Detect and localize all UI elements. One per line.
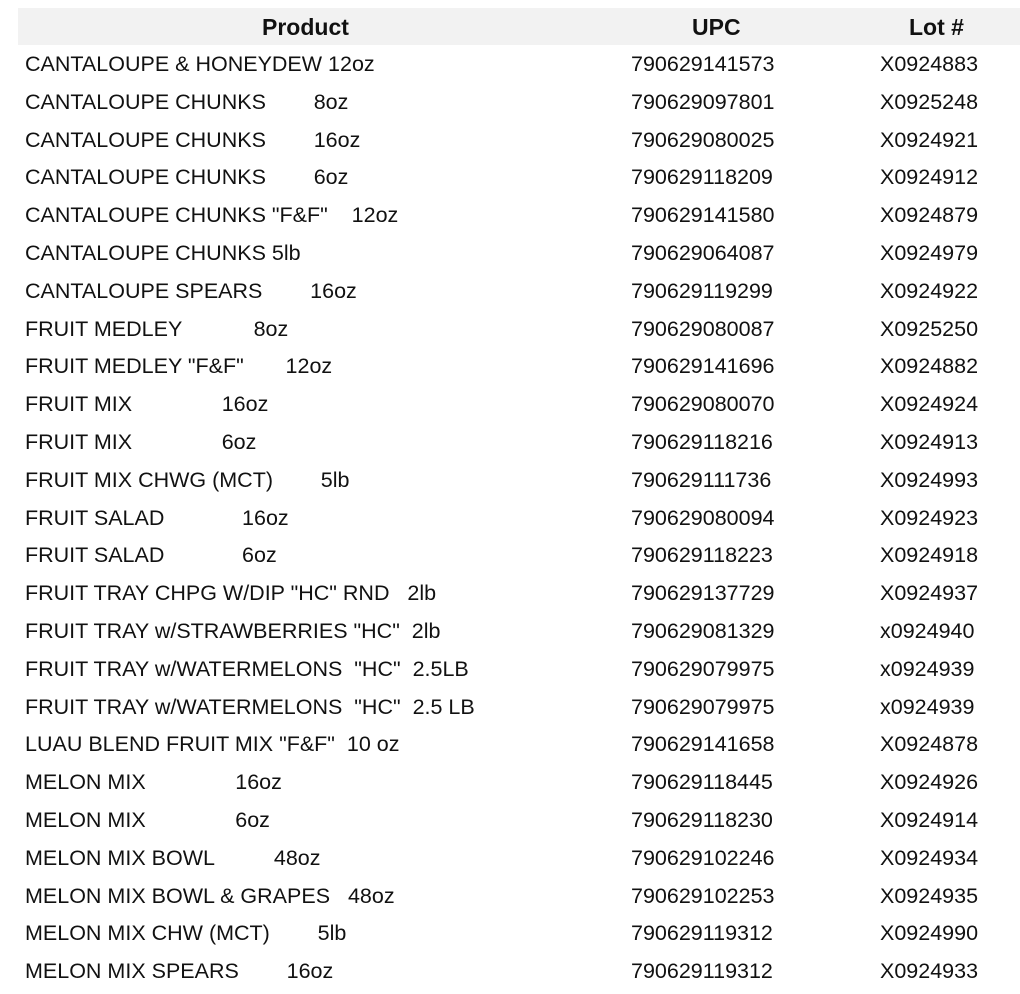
cell-lot: X0924913 xyxy=(880,429,979,454)
cell-lot: X0924979 xyxy=(880,240,979,265)
table-row xyxy=(18,839,1020,877)
cell-product: LUAU BLEND FRUIT MIX "F&F" 10 oz xyxy=(25,732,400,757)
cell-lot: X0924918 xyxy=(880,543,979,568)
cell-upc: 790629081329 xyxy=(631,618,775,643)
cell-product: FRUIT MEDLEY "F&F" 12oz xyxy=(25,354,333,379)
table-row xyxy=(18,952,1020,990)
table-row xyxy=(18,347,1020,385)
cell-upc: 790629118216 xyxy=(631,429,773,454)
table-row xyxy=(18,801,1020,839)
table-row xyxy=(18,234,1020,272)
table-row xyxy=(18,83,1020,121)
cell-upc: 790629102246 xyxy=(631,845,775,870)
column-header-product: Product xyxy=(262,14,349,40)
cell-lot: X0925250 xyxy=(880,316,979,341)
cell-lot: X0924882 xyxy=(880,354,979,379)
cell-upc: 790629111736 xyxy=(631,467,772,492)
cell-lot: x0924940 xyxy=(880,618,975,643)
cell-lot: X0924937 xyxy=(880,581,979,606)
cell-lot: X0924921 xyxy=(880,127,979,152)
cell-product: CANTALOUPE CHUNKS 8oz xyxy=(25,89,349,114)
cell-upc: 790629079975 xyxy=(631,694,775,719)
table-row xyxy=(18,650,1020,688)
cell-upc: 790629097801 xyxy=(631,89,775,114)
cell-lot: X0924990 xyxy=(880,921,979,946)
cell-upc: 790629119299 xyxy=(631,278,773,303)
cell-upc: 790629080087 xyxy=(631,316,775,341)
cell-product: FRUIT MIX CHWG (MCT) 5lb xyxy=(25,467,350,492)
cell-product: FRUIT TRAY w/WATERMELONS "HC" 2.5LB xyxy=(25,656,469,681)
cell-upc: 790629141580 xyxy=(631,203,775,228)
cell-lot: X0924924 xyxy=(880,392,979,417)
cell-product: FRUIT SALAD 6oz xyxy=(25,543,277,568)
cell-lot: X0924933 xyxy=(880,959,979,984)
cell-product: CANTALOUPE CHUNKS "F&F" 12oz xyxy=(25,203,399,228)
cell-upc: 790629118209 xyxy=(631,165,773,190)
table-row xyxy=(18,423,1020,461)
cell-product: MELON MIX SPEARS 16oz xyxy=(25,959,334,984)
cell-lot: X0924883 xyxy=(880,52,979,76)
cell-lot: x0924939 xyxy=(880,694,975,719)
cell-upc: 790629119312 xyxy=(631,959,773,984)
cell-product: FRUIT SALAD 16oz xyxy=(25,505,289,530)
cell-lot: X0924922 xyxy=(880,278,979,303)
cell-product: MELON MIX BOWL 48oz xyxy=(25,845,321,870)
table-row xyxy=(18,725,1020,763)
column-header-upc: UPC xyxy=(692,14,741,40)
cell-lot: X0924912 xyxy=(880,165,979,190)
table-row xyxy=(18,272,1020,310)
cell-product: CANTALOUPE & HONEYDEW 12oz xyxy=(25,52,375,76)
table-row xyxy=(18,574,1020,612)
cell-product: CANTALOUPE CHUNKS 5lb xyxy=(25,240,301,265)
cell-lot: X0924923 xyxy=(880,505,979,530)
cell-upc: 790629079975 xyxy=(631,656,775,681)
cell-upc: 790629119312 xyxy=(631,921,773,946)
cell-product: MELON MIX 6oz xyxy=(25,807,270,832)
cell-lot: X0924878 xyxy=(880,732,979,757)
cell-product: FRUIT MIX 16oz xyxy=(25,392,269,417)
cell-upc: 790629141658 xyxy=(631,732,775,757)
cell-lot: X0925248 xyxy=(880,89,979,114)
cell-product: MELON MIX CHW (MCT) 5lb xyxy=(25,921,347,946)
cell-product: CANTALOUPE CHUNKS 16oz xyxy=(25,127,361,152)
cell-product: FRUIT MIX 6oz xyxy=(25,429,257,454)
cell-product: MELON MIX BOWL & GRAPES 48oz xyxy=(25,883,395,908)
cell-product: MELON MIX 16oz xyxy=(25,770,282,795)
cell-upc: 790629102253 xyxy=(631,883,775,908)
cell-lot: X0924934 xyxy=(880,845,979,870)
cell-upc: 790629141696 xyxy=(631,354,775,379)
table-row xyxy=(18,45,1020,83)
cell-lot: X0924914 xyxy=(880,807,979,832)
cell-product: FRUIT TRAY w/WATERMELONS "HC" 2.5 LB xyxy=(25,694,475,719)
cell-lot: X0924926 xyxy=(880,770,979,795)
cell-upc: 790629080025 xyxy=(631,127,775,152)
table-row xyxy=(18,536,1020,574)
cell-lot: X0924935 xyxy=(880,883,979,908)
cell-product: FRUIT TRAY CHPG W/DIP "HC" RND 2lb xyxy=(25,581,437,606)
cell-product: FRUIT MEDLEY 8oz xyxy=(25,316,289,341)
table-row xyxy=(18,310,1020,348)
cell-product: FRUIT TRAY w/STRAWBERRIES "HC" 2lb xyxy=(25,618,441,643)
table-row xyxy=(18,461,1020,499)
cell-lot: X0924879 xyxy=(880,203,979,228)
table-body xyxy=(18,45,1020,990)
cell-upc: 790629118223 xyxy=(631,543,773,568)
table-row xyxy=(18,877,1020,915)
cell-upc: 790629141573 xyxy=(631,52,775,76)
cell-product: CANTALOUPE CHUNKS 6oz xyxy=(25,165,349,190)
cell-product: CANTALOUPE SPEARS 16oz xyxy=(25,278,357,303)
table-row xyxy=(18,914,1020,952)
table-row xyxy=(18,385,1020,423)
cell-upc: 790629064087 xyxy=(631,240,775,265)
table-row xyxy=(18,763,1020,801)
cell-upc: 790629080094 xyxy=(631,505,775,530)
cell-upc: 790629080070 xyxy=(631,392,775,417)
product-recall-table xyxy=(18,8,1020,990)
cell-lot: x0924939 xyxy=(880,656,975,681)
table-row xyxy=(18,121,1020,159)
cell-upc: 790629118445 xyxy=(631,770,773,795)
table-row xyxy=(18,688,1020,726)
cell-upc: 790629118230 xyxy=(631,807,773,832)
cell-upc: 790629137729 xyxy=(631,581,775,606)
table-header-row xyxy=(18,8,1020,45)
cell-lot: X0924993 xyxy=(880,467,979,492)
table-row xyxy=(18,196,1020,234)
column-header-lot: Lot # xyxy=(909,14,964,40)
table-row xyxy=(18,612,1020,650)
table-row xyxy=(18,499,1020,537)
table-row xyxy=(18,158,1020,196)
